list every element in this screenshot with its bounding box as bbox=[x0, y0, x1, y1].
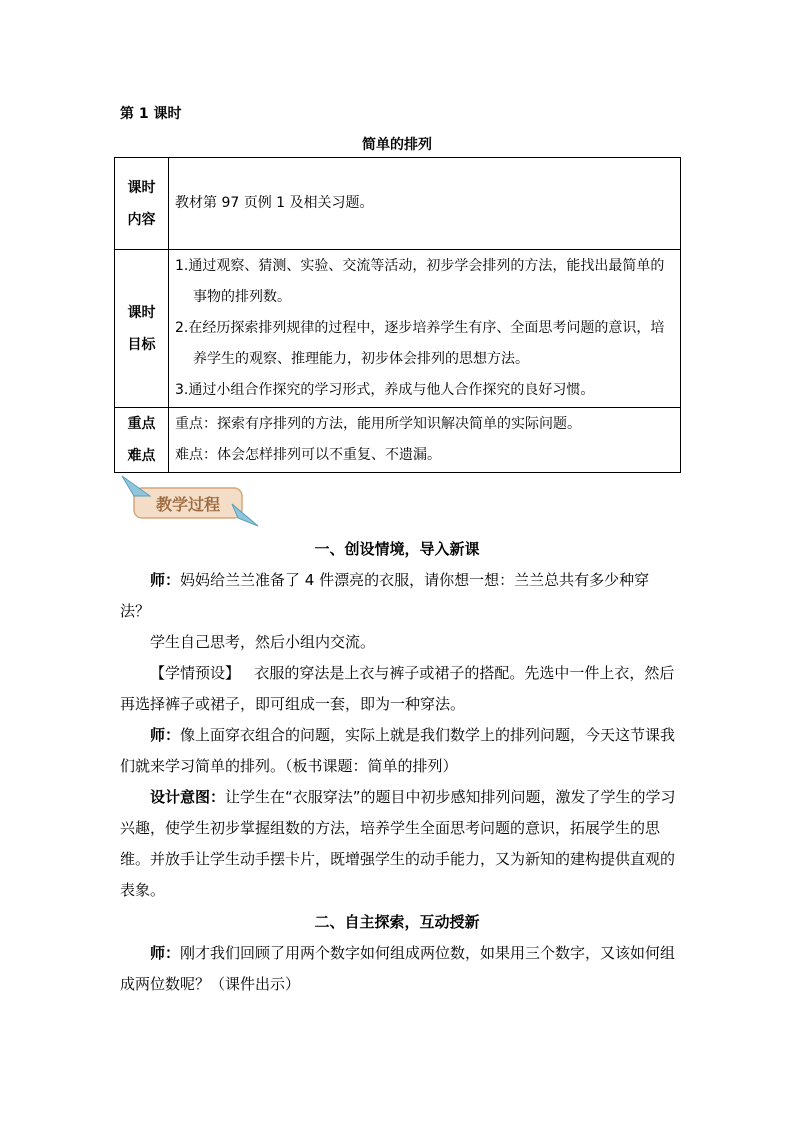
lesson-title: 简单的排列 bbox=[362, 137, 432, 153]
paragraph-text: 学生自己思考，然后小组内交流。 bbox=[150, 633, 376, 651]
lesson-number: 第 1 课时 bbox=[120, 106, 182, 122]
content-line: 3.通过小组合作探究的学习形式，养成与他人合作探究的良好习惯。 bbox=[175, 382, 595, 398]
paragraph bbox=[120, 565, 678, 627]
table-row bbox=[115, 408, 681, 473]
teaching-process-banner bbox=[120, 474, 260, 528]
paragraph-text: 像上面穿衣组合的问题，实际上就是我们数学上的排列问题，今天这节课我们就来学习简单的排列。（板书课题：简单的排列） bbox=[120, 726, 676, 775]
paragraph bbox=[120, 658, 678, 720]
table-row-content bbox=[169, 408, 681, 473]
table-row-label bbox=[115, 158, 169, 250]
label-line: 难点 bbox=[127, 448, 156, 464]
table-row bbox=[115, 250, 681, 408]
table-row bbox=[115, 158, 681, 250]
speaker-tag: 师： bbox=[150, 944, 181, 962]
speaker-tag: 师： bbox=[150, 726, 181, 744]
lesson-info-table bbox=[114, 157, 681, 473]
banner-graphic bbox=[120, 474, 260, 528]
content-line: 重点：探索有序排列的方法，能用所学知识解决简单的实际问题。 bbox=[175, 416, 581, 432]
label-line: 内容 bbox=[127, 211, 156, 228]
label-line: 课时 bbox=[127, 179, 156, 196]
paragraph-text: 让学生在“衣服穿法”的题目中初步感知排列问题，激发了学生的学习兴趣，使学生初步掌握组数的方法，培养学生全面思考问题的意识，拓展学生的思维。并放手让学生动手摆卡片，既增强学生的动手能力，又为新知的建构提供直观的表象。 bbox=[120, 788, 676, 899]
section-heading: 一、创设情境，导入新课 bbox=[314, 540, 480, 558]
table-row-content bbox=[169, 158, 681, 250]
paragraph bbox=[120, 627, 678, 658]
table-row-label bbox=[115, 250, 169, 408]
design-intent-tag: 设计意图： bbox=[150, 788, 226, 806]
paragraph bbox=[120, 782, 678, 906]
section-2-body bbox=[120, 938, 678, 1000]
label-line: 课时 bbox=[127, 304, 156, 321]
paragraph-text: 妈妈给兰兰准备了 4 件漂亮的衣服，请你想一想：兰兰总共有多少种穿法？ bbox=[120, 571, 650, 620]
paragraph-text: 刚才我们回顾了用两个数字如何组成两位数，如果用三个数字，又该如何组成两位数呢？（课件出示） bbox=[120, 944, 676, 993]
section-heading: 二、自主探索，互动授新 bbox=[314, 913, 480, 931]
paragraph-text: 衣服的穿法是上衣与裤子或裙子的搭配。先选中一件上衣，然后再选择裤子或裙子，即可组成一套，即为一种穿法。 bbox=[120, 664, 675, 713]
paragraph bbox=[120, 720, 678, 782]
content-line: 难点：体会怎样排列可以不重复、不遗漏。 bbox=[175, 447, 441, 463]
section-1-body bbox=[120, 565, 678, 906]
paper-plane-icon bbox=[122, 476, 150, 496]
table-row-content bbox=[169, 250, 681, 408]
content-line: 1.通过观察、猜测、实验、交流等活动，初步学会排列的方法，能找出最简单的事物的排列数。 bbox=[175, 258, 665, 305]
label-line: 目标 bbox=[127, 336, 156, 353]
content-line: 教材第 97 页例 1 及相关习题。 bbox=[175, 195, 374, 211]
label-line: 重点 bbox=[127, 416, 156, 432]
content-line: 2.在经历探索排列规律的过程中，逐步培养学生有序、全面思考问题的意识，培养学生的观察、推理能力，初步体会排列的思想方法。 bbox=[175, 320, 665, 367]
table-row-label bbox=[115, 408, 169, 473]
speaker-tag: 师： bbox=[150, 571, 181, 589]
paragraph bbox=[120, 938, 678, 1000]
preset-tag: 【学情预设】 bbox=[150, 664, 241, 682]
banner-label: 教学过程 bbox=[155, 495, 221, 514]
